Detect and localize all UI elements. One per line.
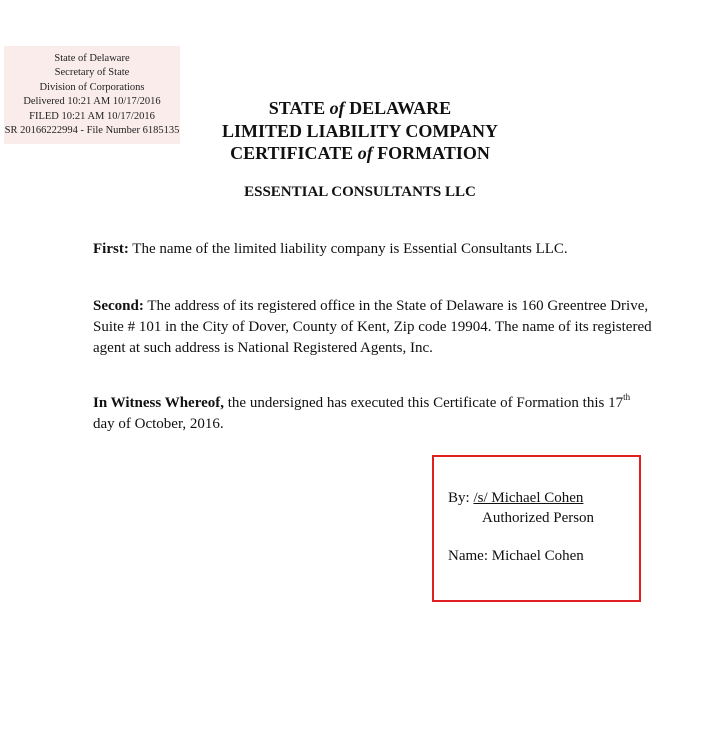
title-line-3: CERTIFICATE of FORMATION — [230, 143, 490, 163]
stamp-line: State of Delaware — [54, 53, 130, 64]
signature-by-line — [448, 490, 623, 507]
signer-name: Michael Cohen — [491, 548, 584, 564]
second-label: Second: — [93, 298, 144, 314]
signature-highlight-box — [432, 455, 641, 602]
stamp-line: Division of Corporations — [39, 81, 145, 93]
first-text: The name of the limited liability company is Essential Consultants LLC. — [128, 241, 568, 257]
signature-value: /s/ Michael Cohen — [473, 490, 584, 506]
stamp-line: Delivered 10:21 AM 10/17/2016 — [23, 96, 161, 108]
stamp-line: Secretary of State — [54, 67, 130, 79]
witness-label: In Witness Whereof, — [93, 395, 224, 411]
document-title — [200, 97, 520, 165]
first-paragraph — [93, 239, 653, 260]
name-label: Name: — [448, 548, 492, 564]
stamp-line: FILED 10:21 AM 10/17/2016 — [29, 110, 155, 122]
by-label: By: — [448, 490, 474, 506]
witness-paragraph — [93, 393, 653, 435]
company-name: ESSENTIAL CONSULTANTS LLC — [244, 184, 476, 200]
signer-role: Authorized Person — [482, 510, 595, 526]
signer-name-line — [448, 548, 584, 565]
witness-text-after: day of October, 2016. — [93, 416, 224, 432]
first-label: First: — [93, 241, 129, 257]
title-line-2: LIMITED LIABILITY COMPANY — [221, 120, 499, 141]
stamp-line: SR 20166222994 - File Number 6185135 — [4, 125, 180, 137]
filing-stamp — [4, 46, 180, 144]
title-line-1: STATE of DELAWARE — [268, 98, 452, 118]
ordinal-suffix: th — [623, 392, 631, 402]
second-text: The address of its registered office in the State of Delaware is 160 Greentree Drive, Suite # 101 in the City of Dover, County of Kent, Zip code 19904. The name of its registered agent at such address is National Registered Agents, Inc. — [93, 298, 652, 356]
second-paragraph — [93, 296, 653, 359]
witness-text-before: the undersigned has executed this Certificate of Formation this 17 — [224, 395, 624, 411]
